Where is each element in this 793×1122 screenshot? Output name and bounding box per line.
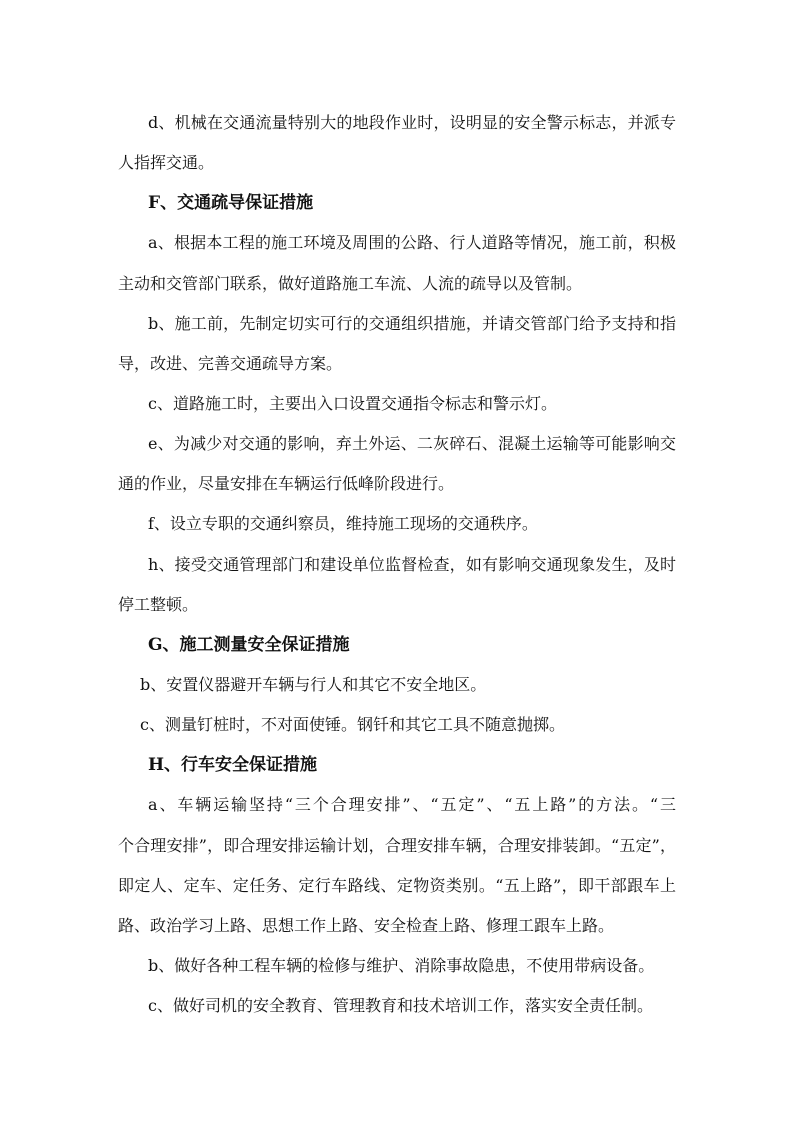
paragraph xyxy=(118,665,676,705)
text-line: 路、政治学习上路、思想工作上路、安全检查上路、修理工跟车上路。 xyxy=(118,915,615,935)
paragraph xyxy=(118,946,676,986)
text-line: b、安置仪器避开车辆与行人和其它不安全地区。 xyxy=(140,674,487,694)
text-line: e、为减少对交通的影响，弃土外运、二灰碎石、混凝土运输等可能影响交 xyxy=(148,434,676,454)
text-line: 人指挥交通。 xyxy=(118,153,215,173)
text-line: c、道路施工时，主要出入口设置交通指令标志和警示灯。 xyxy=(148,393,557,413)
paragraph xyxy=(118,785,676,946)
paragraph xyxy=(118,384,676,424)
paragraph xyxy=(118,705,676,745)
text-line: a、根据本工程的施工环境及周围的公路、行人道路等情况，施工前，积极 xyxy=(148,233,676,253)
text-line: c、做好司机的安全教育、管理教育和技术培训工作，落实安全责任制。 xyxy=(148,996,653,1016)
text-line: 通的作业，尽量安排在车辆运行低峰阶段进行。 xyxy=(118,474,455,494)
paragraph xyxy=(118,986,676,1026)
section-heading: F、交通疏导保证措施 xyxy=(148,193,314,214)
paragraph xyxy=(118,424,676,504)
text-line: h、接受交通管理部门和建设单位监督检查，如有影响交通现象发生，及时 xyxy=(148,554,676,574)
text-line: a、车辆运输坚持“三个合理安排”、“五定”、“五上路”的方法。“三 xyxy=(148,795,676,815)
text-line: f、设立专职的交通纠察员，维持施工现场的交通秩序。 xyxy=(148,514,538,534)
text-line: 即定人、定车、定任务、定行车路线、定物资类别。“五上路”，即干部跟车上 xyxy=(118,875,676,895)
paragraph xyxy=(118,103,676,183)
paragraph xyxy=(118,304,676,384)
text-line: b、施工前，先制定切实可行的交通组织措施，并请交管部门给予支持和指 xyxy=(148,313,676,333)
text-line: b、做好各种工程车辆的检修与维护、消除事故隐患，不使用带病设备。 xyxy=(148,955,655,975)
text-line: 主动和交管部门联系，做好道路施工车流、人流的疏导以及管制。 xyxy=(118,273,583,293)
paragraph xyxy=(118,504,676,544)
section-heading: H、行车安全保证措施 xyxy=(148,755,318,776)
text-line: 个合理安排”，即合理安排运输计划，合理安排车辆，合理安排装卸。“五定”， xyxy=(118,835,676,855)
text-line: c、测量钉桩时，不对面使锤。钢钎和其它工具不随意抛掷。 xyxy=(140,715,565,735)
paragraph xyxy=(118,223,676,303)
text-line: 导，改进、完善交通疏导方案。 xyxy=(118,353,343,373)
paragraph xyxy=(118,545,676,625)
text-line: 停工整顿。 xyxy=(118,594,199,614)
document-body xyxy=(118,103,676,1026)
section-heading: G、施工测量安全保证措施 xyxy=(148,634,350,655)
text-line: d、机械在交通流量特别大的地段作业时，设明显的安全警示标志，并派专 xyxy=(148,113,676,132)
